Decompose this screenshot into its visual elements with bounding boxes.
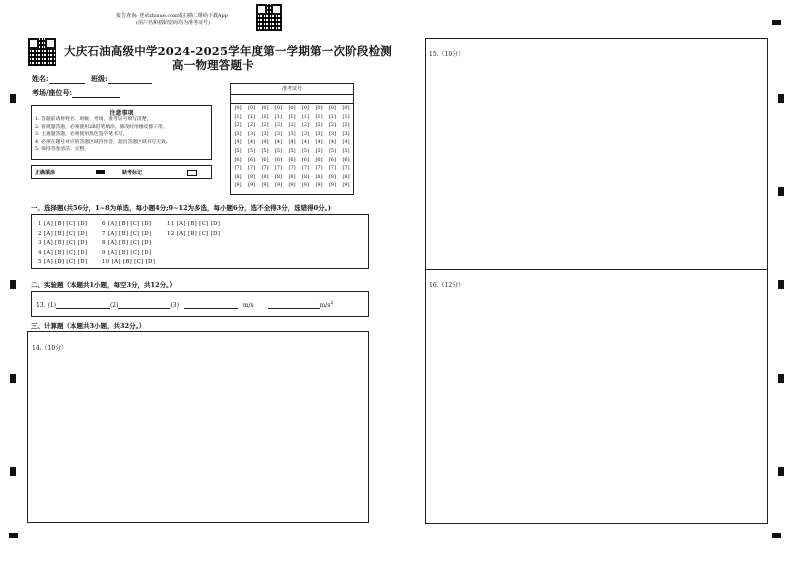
name-label: 姓名: <box>32 74 49 83</box>
exam-id-digit[interactable]: [6] <box>274 156 283 163</box>
exam-id-digit[interactable]: [6] <box>288 156 296 163</box>
choice-row[interactable]: 4 [A] [B] [C] [D] <box>38 249 88 256</box>
exam-id-digit[interactable]: [0] <box>234 105 242 111</box>
registration-mark <box>778 467 784 476</box>
choice-answer-box <box>31 214 369 269</box>
exam-id-column[interactable] <box>287 104 297 190</box>
exam-id-digit[interactable]: [8] <box>261 173 269 180</box>
exam-id-digit[interactable]: [5] <box>247 147 256 154</box>
exam-id-digit[interactable]: [3] <box>247 130 256 137</box>
exam-id-digit[interactable]: [6] <box>261 156 269 163</box>
exam-id-digit[interactable]: [8] <box>247 173 256 180</box>
exam-id-digit[interactable]: [5] <box>288 147 296 154</box>
exam-id-digit[interactable]: [9] <box>328 182 337 189</box>
exam-id-digit[interactable]: [0] <box>274 105 283 111</box>
exam-id-digit[interactable]: [6] <box>315 156 323 163</box>
exam-id-digit[interactable]: [3] <box>328 130 337 137</box>
room-label: 考场/座位号: <box>32 88 73 97</box>
choice-row[interactable]: 8 [A] [B] [C] [D] <box>102 240 152 247</box>
fill-example-box <box>31 165 212 179</box>
exam-id-digit[interactable]: [2] <box>247 122 256 129</box>
exam-id-digit[interactable]: [5] <box>301 147 310 154</box>
notes-box <box>31 105 212 160</box>
exam-id-digit[interactable]: [8] <box>288 173 296 180</box>
exam-id-digit[interactable]: [7] <box>274 165 283 172</box>
exam-id-digit[interactable]: [7] <box>328 165 337 172</box>
registration-mark <box>778 187 784 196</box>
exam-id-digit[interactable]: [9] <box>315 182 323 189</box>
exam-id-digit[interactable]: [3] <box>342 130 350 137</box>
exam-id-digit[interactable]: [8] <box>328 173 337 180</box>
exam-id-digit[interactable]: [3] <box>315 130 323 137</box>
notes-list <box>35 116 171 154</box>
note-item: 1. 答题前请将姓名、班级、考场、准考证号填写清楚。 <box>35 117 152 122</box>
note-item: 2. 客观题答题，必须使用2B铅笔填涂，修改时用橡皮擦干净。 <box>35 124 168 130</box>
exam-id-digit[interactable]: [1] <box>247 113 256 120</box>
exam-id-digit[interactable]: [6] <box>247 156 256 163</box>
unit-ms: m/s <box>242 302 254 309</box>
registration-mark <box>772 20 781 25</box>
exam-id-digit[interactable]: [7] <box>261 165 269 172</box>
exam-id-digit[interactable]: [1] <box>274 113 283 120</box>
exam-id-digit[interactable]: [3] <box>301 130 310 137</box>
experiment-answer-box <box>31 291 369 317</box>
exam-id-digit[interactable]: [2] <box>301 122 310 129</box>
exam-id-digit[interactable]: [0] <box>301 105 310 111</box>
exam-id-digit[interactable]: [0] <box>328 105 337 111</box>
room-seat-field[interactable] <box>32 88 120 98</box>
exam-id-digit[interactable]: [2] <box>328 122 337 129</box>
exam-id-digit[interactable]: [2] <box>288 122 296 129</box>
exam-id-digit[interactable]: [1] <box>288 113 296 120</box>
choice-column[interactable] <box>38 220 87 268</box>
absent-mark-bubble[interactable] <box>187 170 197 176</box>
exam-id-column[interactable] <box>314 104 324 190</box>
report-tip: 报告查询: 登录zhixue.com或扫描二维码下载App <box>116 13 228 19</box>
exam-id-grid[interactable] <box>233 104 353 194</box>
q15-label: 15.（10分） <box>429 51 465 58</box>
q15-answer-box[interactable] <box>425 38 768 270</box>
choice-row[interactable]: 6 [A] [B] [C] [D] <box>102 221 152 227</box>
exam-id-digit[interactable]: [3] <box>274 130 283 137</box>
exam-id-digit[interactable]: [0] <box>342 105 350 111</box>
exam-id-digit[interactable]: [4] <box>274 139 283 146</box>
section-choice-heading: 一、选择题(共56分，1~8为单选，每小题4分;9~12为多选，每小题6分，选不全得3分，选错得0分。) <box>31 204 331 212</box>
exam-id-digit[interactable]: [1] <box>315 113 323 120</box>
q16-label: 16.（12分） <box>429 282 465 289</box>
choice-row[interactable]: 12 [A] [B] [C] [D] <box>167 230 221 237</box>
unit-ms2: m/s <box>319 302 331 309</box>
choice-row[interactable]: 11 [A] [B] [C] [D] <box>167 221 221 227</box>
exam-id-digit[interactable]: [6] <box>342 156 350 163</box>
choice-row[interactable]: 9 [A] [B] [C] [D] <box>102 249 152 256</box>
exam-id-digit[interactable]: [9] <box>261 182 269 189</box>
exam-id-digit[interactable]: [2] <box>315 122 323 129</box>
exam-id-digit[interactable]: [7] <box>342 165 350 172</box>
choice-row[interactable]: 7 [A] [B] [C] [D] <box>102 230 152 237</box>
name-field[interactable] <box>32 74 152 84</box>
choice-row[interactable]: 3 [A] [B] [C] [D] <box>38 240 88 247</box>
exam-id-digit[interactable]: [7] <box>288 165 296 172</box>
exam-id-digit[interactable]: [2] <box>234 122 242 129</box>
choice-row[interactable]: 2 [A] [B] [C] [D] <box>38 230 88 237</box>
q14-answer-box[interactable] <box>27 331 369 523</box>
registration-mark <box>10 467 16 476</box>
note-item: 4. 必须在题号对应的答题区域内作答，超出答题区域书写无效。 <box>35 139 171 145</box>
exam-id-digit[interactable]: [9] <box>342 182 350 189</box>
exam-id-digit[interactable]: [4] <box>315 139 323 146</box>
exam-id-digit[interactable]: [5] <box>274 147 283 154</box>
exam-id-digit[interactable]: [0] <box>247 105 256 111</box>
exam-id-digit[interactable]: [0] <box>261 105 269 111</box>
choice-row[interactable]: 10 [A] [B] [C] [D] <box>102 259 156 266</box>
exam-id-digit[interactable]: [0] <box>315 105 323 111</box>
exam-id-digit[interactable]: [3] <box>234 130 242 137</box>
exam-id-column[interactable] <box>274 104 284 190</box>
registration-mark <box>772 533 781 538</box>
choice-column[interactable] <box>167 220 220 239</box>
registration-mark <box>9 533 18 538</box>
exam-id-column[interactable] <box>301 104 311 190</box>
absent-mark-label: 缺考标记 <box>122 170 143 176</box>
exam-id-digit[interactable]: [5] <box>234 147 242 154</box>
exam-id-digit[interactable]: [1] <box>328 113 337 120</box>
exam-id-digit[interactable]: [8] <box>342 173 350 180</box>
report-tip-note: (用户名和初始密码均为准考证号) <box>136 20 210 26</box>
choice-row[interactable]: 5 [A] [B] [C] [D] <box>38 259 88 266</box>
exam-id-digit[interactable]: [2] <box>261 122 269 129</box>
exam-id-digit[interactable]: [3] <box>288 130 296 137</box>
exam-id-digit[interactable]: [1] <box>261 113 269 120</box>
app-qr-code <box>256 4 282 31</box>
exam-id-digit[interactable]: [2] <box>342 122 350 129</box>
exam-id-digit[interactable]: [8] <box>274 173 283 180</box>
exam-id-column[interactable] <box>247 104 257 190</box>
choice-row[interactable]: 1 [A] [B] [C] [D] <box>38 221 88 227</box>
exam-id-digit[interactable]: [1] <box>301 113 310 120</box>
exam-id-digit[interactable]: [6] <box>301 156 310 163</box>
notes-title: 注意事项 <box>109 110 134 117</box>
q13-number: 13. <box>36 302 46 309</box>
q13-line[interactable] <box>36 301 333 309</box>
registration-mark <box>778 280 784 289</box>
exam-id-digit[interactable]: [6] <box>234 156 242 163</box>
exam-id-digit[interactable]: [4] <box>261 139 269 146</box>
exam-id-digit[interactable]: [3] <box>261 130 269 137</box>
choice-column[interactable] <box>102 220 155 268</box>
student-qr-code <box>28 38 56 66</box>
note-item: 5. 保持答卷清洁、完整。 <box>35 147 90 152</box>
exam-id-title: 准考证号 <box>281 86 302 92</box>
exam-id-digit[interactable]: [4] <box>247 139 256 146</box>
exam-id-digit[interactable]: [5] <box>315 147 323 154</box>
exam-id-digit[interactable]: [4] <box>301 139 310 146</box>
class-label: 班级: <box>91 74 108 83</box>
q13-part3: (3) <box>170 302 179 309</box>
exam-id-digit[interactable]: [5] <box>261 147 269 154</box>
exam-id-digit[interactable]: [7] <box>315 165 323 172</box>
q16-answer-box[interactable] <box>425 269 768 524</box>
exam-id-digit[interactable]: [4] <box>342 139 350 146</box>
exam-id-digit[interactable]: [9] <box>274 182 283 189</box>
exam-id-digit[interactable]: [1] <box>342 113 350 120</box>
exam-id-column[interactable] <box>341 104 351 190</box>
exam-id-digit[interactable]: [9] <box>301 182 310 189</box>
exam-id-digit[interactable]: [7] <box>301 165 310 172</box>
exam-id-digit[interactable]: [7] <box>234 165 242 172</box>
exam-id-digit[interactable]: [8] <box>301 173 310 180</box>
exam-id-digit[interactable]: [1] <box>234 113 242 120</box>
exam-id-digit[interactable]: [8] <box>315 173 323 180</box>
exam-id-digit[interactable]: [6] <box>328 156 337 163</box>
page-subtitle: 高一物理答题卡 <box>172 58 254 72</box>
exam-id-digit[interactable]: [0] <box>288 105 296 111</box>
exam-id-digit[interactable]: [5] <box>342 147 350 154</box>
exam-id-column[interactable] <box>328 104 338 190</box>
exam-id-digit[interactable]: [7] <box>247 165 256 172</box>
exam-id-digit[interactable]: [8] <box>234 173 242 180</box>
exam-id-digit[interactable]: [5] <box>328 147 337 154</box>
exam-id-digit[interactable]: [9] <box>288 182 296 189</box>
q14-label: 14.（10分） <box>32 345 68 352</box>
registration-mark <box>10 94 16 103</box>
exam-id-digit[interactable]: [9] <box>234 182 242 189</box>
exam-id-digit[interactable]: [2] <box>274 122 283 129</box>
exam-id-digit[interactable]: [9] <box>247 182 256 189</box>
registration-mark <box>778 374 784 383</box>
q13-part2: (2) <box>109 302 119 309</box>
registration-mark <box>10 280 16 289</box>
page-title: 大庆石油高级中学2024-2025学年度第一学期第一次阶段检测 <box>64 44 392 58</box>
exam-id-column[interactable] <box>260 104 270 190</box>
q13-part1: (1) <box>47 302 56 309</box>
exam-id-box <box>230 83 354 195</box>
section-calculation-heading: 三、计算题（本题共3小题，共32分。） <box>31 322 146 330</box>
section-experiment-heading: 二、实验题（本题共1小题，每空3分，共12分。） <box>31 281 176 289</box>
registration-mark <box>10 374 16 383</box>
exam-id-digit[interactable]: [4] <box>288 139 296 146</box>
exam-id-column[interactable] <box>233 104 243 190</box>
exam-id-digit[interactable]: [4] <box>328 139 337 146</box>
filled-bubble-icon <box>96 170 105 174</box>
registration-mark <box>778 94 784 103</box>
correct-fill-label: 正确填涂 <box>35 170 56 176</box>
exam-id-digit[interactable]: [4] <box>234 139 242 146</box>
note-item: 3. 主观题答题，必须使用黑色签字笔书写。 <box>35 132 128 137</box>
unit-ms2-exponent: 2 <box>330 301 334 306</box>
